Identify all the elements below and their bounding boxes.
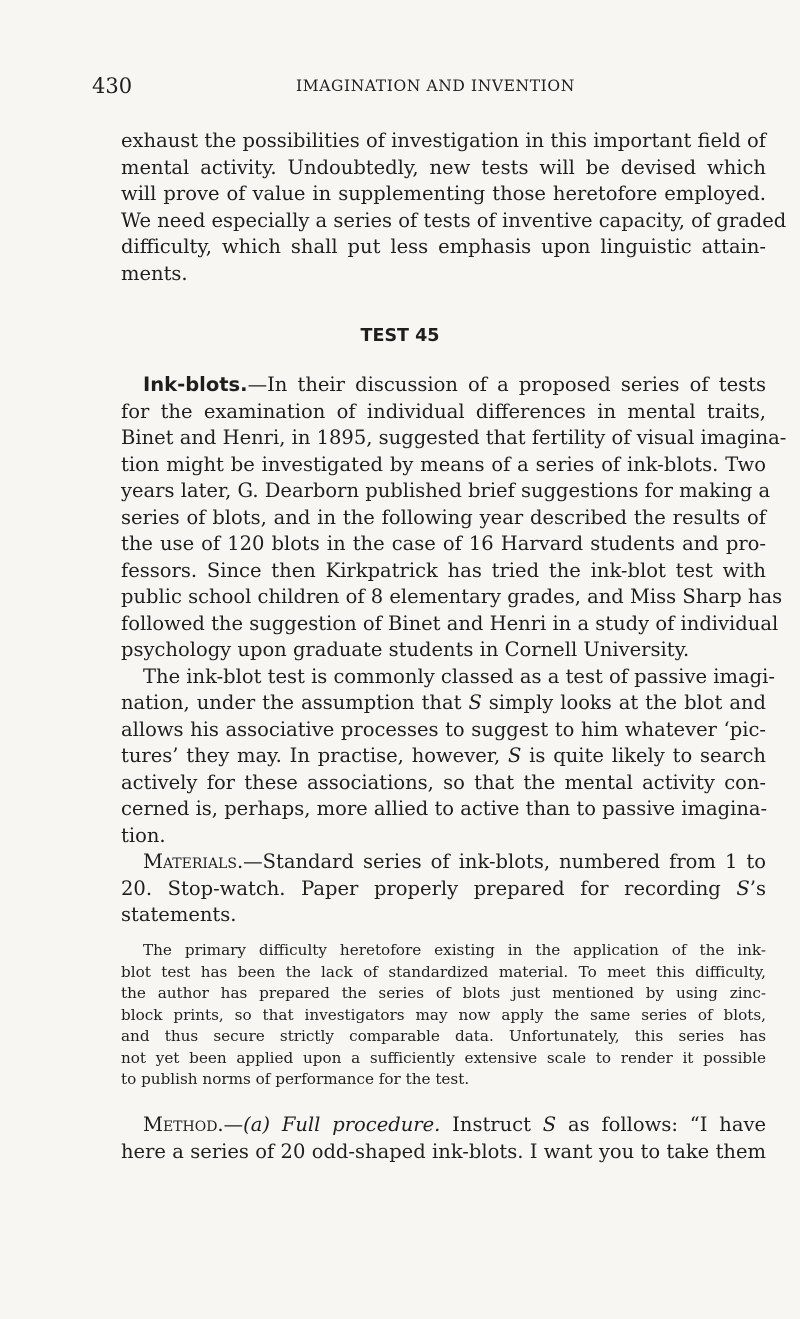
text-fragment: simply looks at the blot and bbox=[481, 691, 767, 714]
page-number: 430 bbox=[92, 74, 133, 98]
text-fragment: —Standard series of ink-blots, numbered from 1 to bbox=[243, 850, 766, 873]
text-line: psychology upon graduate students in Cornell University. bbox=[121, 638, 690, 661]
text-line bbox=[121, 743, 766, 770]
text-line: block prints, so that investigators may now apply the same series of blots, bbox=[121, 1005, 766, 1024]
text-line bbox=[121, 1112, 766, 1139]
subject-symbol: S bbox=[507, 744, 522, 767]
running-head bbox=[0, 74, 800, 104]
text-line: The primary difficulty heretofore existing in the application of the ink- bbox=[143, 941, 766, 959]
text-line: the use of 120 blots in the case of 16 Harvard students and pro- bbox=[121, 532, 766, 555]
text-fragment: Instruct bbox=[440, 1113, 543, 1136]
materials-label: Materials. bbox=[143, 850, 244, 873]
text-fragment: — bbox=[223, 1113, 244, 1136]
procedure-title: Full procedure. bbox=[281, 1113, 441, 1136]
text-line: difficulty, which shall put less emphasis upon linguistic attain- bbox=[121, 235, 766, 258]
text-line: statements. bbox=[121, 903, 237, 926]
text-line: blot test has been the lack of standardized material. To meet this difficulty, bbox=[121, 962, 766, 981]
text-line: here a series of 20 odd-shaped ink-blots. I want you to take them bbox=[121, 1139, 766, 1163]
text-line bbox=[121, 690, 766, 717]
text-line: fessors. Since then Kirkpatrick has tried the ink-blot test with bbox=[121, 558, 766, 582]
text-line: ments. bbox=[121, 261, 188, 285]
footnote-paragraph bbox=[121, 940, 766, 1091]
text-line: the author has prepared the series of blots just mentioned by using zinc- bbox=[121, 984, 766, 1002]
intro-paragraph bbox=[121, 128, 787, 287]
text-line bbox=[121, 372, 766, 399]
text-line: followed the suggestion of Binet and Henri in a study of individual bbox=[121, 611, 779, 635]
inkblot-paragraph bbox=[121, 372, 787, 929]
text-fragment: as follows: “I have bbox=[556, 1113, 766, 1136]
text-line bbox=[121, 876, 766, 903]
text-line: allows his associative processes to suggest to him whatever ‘pic- bbox=[121, 717, 766, 741]
text-fragment: nation, under the assumption that bbox=[121, 691, 469, 714]
text-line: tion might be investigated by means of a series of ink-blots. Two bbox=[121, 452, 766, 476]
text-line: for the examination of individual differences in mental traits, bbox=[121, 399, 766, 423]
text-line: will prove of value in supplementing those heretofore employed. bbox=[121, 182, 766, 205]
text-line: exhaust the possibilities of investigation in this important field of bbox=[121, 129, 766, 152]
text-fragment: 20. Stop-watch. Paper properly prepared for recording bbox=[121, 876, 737, 900]
text-line: not yet been applied upon a sufficiently extensive scale to render it possible bbox=[121, 1048, 766, 1067]
text-line: The ink-blot test is commonly classed as a test of passive imagi- bbox=[143, 664, 775, 688]
subject-symbol: S bbox=[736, 876, 750, 900]
text-fragment: ’s bbox=[749, 876, 766, 900]
text-line: tion. bbox=[121, 823, 166, 847]
method-label: Method. bbox=[143, 1113, 224, 1136]
text-line bbox=[121, 849, 766, 876]
text-line: mental activity. Undoubtedly, new tests will be devised which bbox=[121, 155, 766, 179]
text-line: years later, G. Dearborn published brief suggestions for making a bbox=[121, 479, 771, 502]
method-item: (a) bbox=[243, 1113, 270, 1136]
text-fragment: is quite likely to search bbox=[521, 744, 766, 767]
method-paragraph bbox=[121, 1112, 766, 1165]
text-line: and thus secure strictly comparable data. Unfortunately, this series has bbox=[121, 1027, 766, 1045]
text-line: We need especially a series of tests of inventive capacity, of graded bbox=[121, 208, 787, 232]
running-title: IMAGINATION AND INVENTION bbox=[296, 77, 575, 95]
text-line: to publish norms of performance for the test. bbox=[121, 1070, 470, 1088]
section-title: Ink-blots. bbox=[143, 373, 248, 396]
text-fragment: tures’ they may. In practise, however, bbox=[121, 744, 508, 767]
test-heading: TEST 45 bbox=[360, 326, 440, 346]
text-line: public school children of 8 elementary grades, and Miss Sharp has bbox=[121, 585, 783, 608]
subject-symbol: S bbox=[542, 1113, 557, 1136]
text-fragment: —In their discussion of a proposed series of tests bbox=[247, 373, 766, 396]
text-line: series of blots, and in the following year described the results of bbox=[121, 505, 766, 529]
text-line: Binet and Henri, in 1895, suggested that fertility of visual imagina- bbox=[121, 426, 787, 449]
text-line: cerned is, perhaps, more allied to active than to passive imagina- bbox=[121, 797, 768, 820]
text-line: actively for these associations, so that the mental activity con- bbox=[121, 770, 766, 794]
subject-symbol: S bbox=[468, 691, 482, 714]
